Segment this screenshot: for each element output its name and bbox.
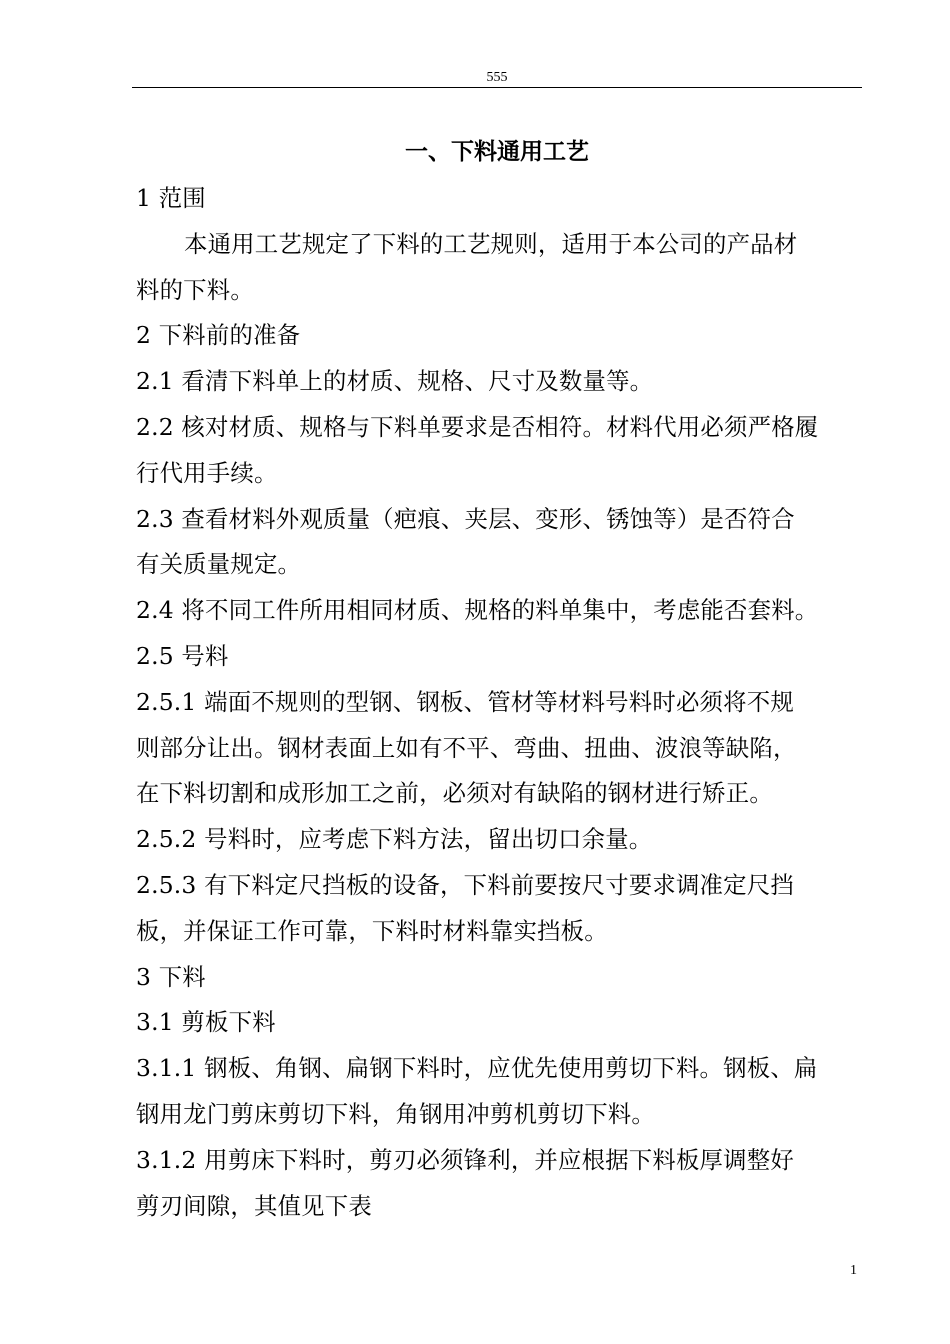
text-line: 剪刃间隙，其值见下表 (136, 1191, 372, 1220)
text-line: 板，并保证工作可靠，下料时材料靠实挡板。 (136, 916, 608, 945)
document-body (136, 176, 864, 1229)
text-line: 2 下料前的准备 (136, 321, 301, 350)
header-doc-number: 555 (486, 70, 508, 85)
text-line: 3.1.1 钢板、角钢、扁钢下料时，应优先使用剪切下料。钢板、扁 (136, 1054, 818, 1083)
text-line: 2.1 看清下料单上的材质、规格、尺寸及数量等。 (136, 367, 654, 396)
text-line: 本通用工艺规定了下料的工艺规则，适用于本公司的产品材 (184, 229, 798, 258)
text-line: 行代用手续。 (136, 458, 278, 487)
header-rule (132, 87, 862, 88)
text-line: 有关质量规定。 (136, 550, 302, 579)
text-line: 2.4 将不同工件所用相同材质、规格的料单集中，考虑能否套料。 (136, 596, 819, 625)
text-line: 2.2 核对材质、规格与下料单要求是否相符。材料代用必须严格履 (136, 412, 819, 441)
text-line: 钢用龙门剪床剪切下料，角钢用冲剪机剪切下料。 (136, 1099, 655, 1128)
text-line: 3.1.2 用剪床下料时，剪刃必须锋利，并应根据下料板厚调整好 (136, 1145, 794, 1174)
text-line: 2.3 查看材料外观质量（疤痕、夹层、变形、锈蚀等）是否符合 (136, 504, 795, 533)
text-line: 2.5.3 有下料定尺挡板的设备，下料前要按尺寸要求调准定尺挡 (136, 870, 794, 899)
page-title: 一、下料通用工艺 (405, 139, 589, 165)
text-line: 3 下料 (136, 962, 206, 991)
text-line: 料的下料。 (136, 275, 254, 304)
text-line: 1 范围 (136, 184, 206, 212)
text-line: 3.1 剪板下料 (136, 1008, 276, 1037)
footer-page-number: 1 (850, 1263, 857, 1278)
text-line: 则部分让出。钢材表面上如有不平、弯曲、扭曲、波浪等缺陷， (136, 733, 797, 762)
text-line: 在下料切割和成形加工之前，必须对有缺陷的钢材进行矫正。 (136, 779, 773, 808)
text-line: 2.5.2 号料时，应考虑下料方法，留出切口余量。 (136, 825, 653, 854)
text-line: 2.5.1 端面不规则的型钢、钢板、管材等材料号料时必须将不规 (136, 687, 794, 716)
text-line: 2.5 号料 (136, 641, 229, 670)
